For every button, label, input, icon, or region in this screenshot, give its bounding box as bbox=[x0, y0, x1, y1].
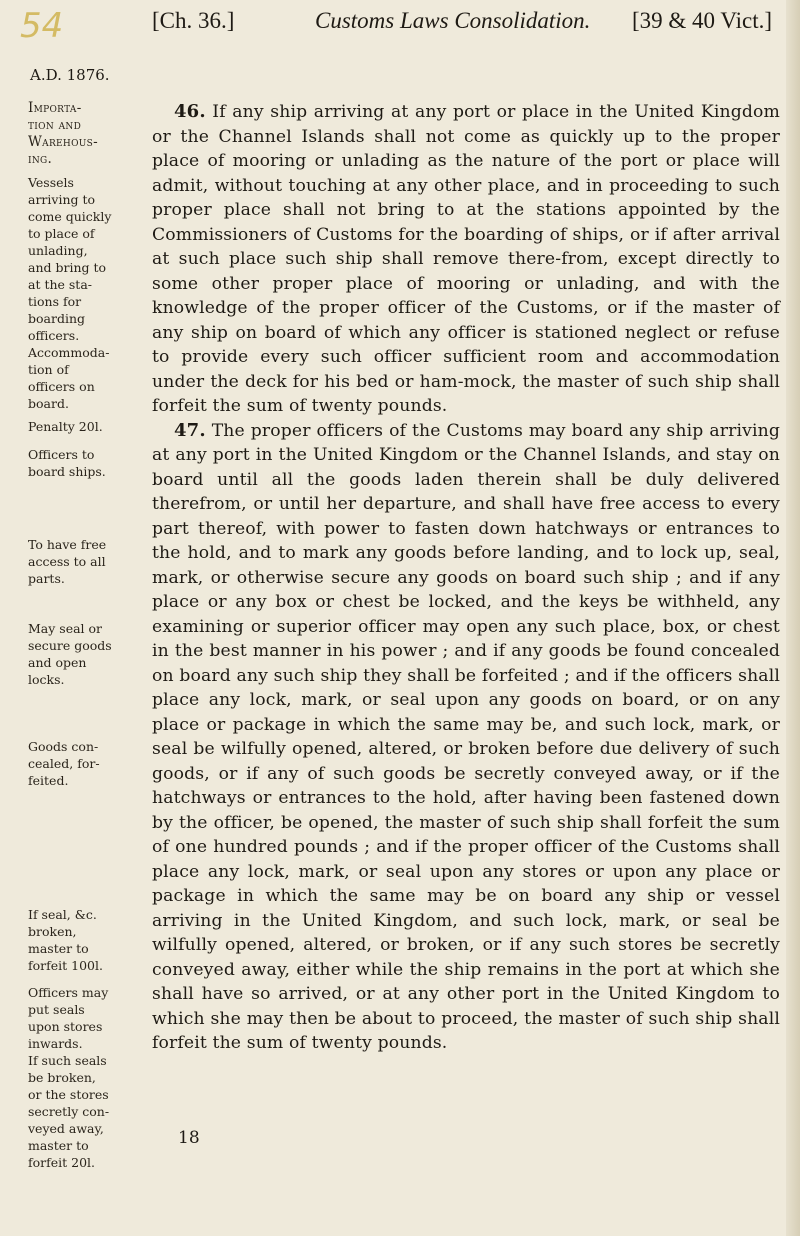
chapter-label: [Ch. 36.] bbox=[152, 8, 235, 33]
margin-note-accommodation: Accommoda- tion of officers on board. bbox=[28, 345, 110, 411]
section-number: 46. bbox=[174, 101, 206, 122]
act-title: Customs Laws Consolidation. bbox=[315, 8, 591, 33]
margin-note-importation: Importa- tion and Warehous- ing. bbox=[28, 100, 98, 167]
margin-note-stores-broken: If such seals be broken, or the stores secretly con- veyed away, master to forfeit 20l. bbox=[28, 1053, 110, 1170]
section-number: 47. bbox=[174, 419, 206, 441]
margin-note-seal-goods: May seal or secure goods and open locks. bbox=[28, 621, 112, 687]
margin-note-officers-board: Officers to board ships. bbox=[28, 447, 106, 479]
running-head bbox=[152, 8, 772, 42]
margin-note-penalty: Penalty 20l. bbox=[28, 419, 103, 434]
regnal-year: [39 & 40 Vict.] bbox=[631, 8, 772, 33]
corner-mark: 54 bbox=[20, 6, 64, 46]
section-text: If any ship arriving at any port or place in the United Kingdom or the Channel Islands shall not come as quickly up to the proper place of mooring or unlading as the nature of the port or place will admit, without touching at any other place, and in proceeding to such proper place shall not bring to at the stations appointed by the Commissioners of Customs for the boarding of ships, or if after arrival at such place such ship shall remove there-from, except directly to some other proper place of mooring or unlading, and with the knowledge of the proper officer of the Customs, or if the master of any ship on board of which any officer is stationed neglect or refuse to provide every such officer sufficient room and accommodation under the deck for his bed or ham-mock, the master of such ship shall forfeit the sum of twenty pounds. bbox=[152, 102, 780, 416]
section-text: The proper officers of the Customs may board any ship arriving at any port in the United Kingdom or the Channel Islands, and stay on board until all the goods laden therein shall be duly delivered therefrom, or until her departure, and shall have free access to every part thereof, with power to fasten down hatchways or entrances to the hold, and to mark any goods before landing, and to lock up, seal, mark, or otherwise secure any goods on board such ship ; and if any place or any box or chest be locked, and the keys be withheld, any examining or superior officer may open any such place, box, or chest in the best manner in his power ; and if any goods be found concealed on board any such ship they shall be forfeited ; and if the officers shall place any lock, mark, or seal upon any goods on board, or on any place or package in which the same may be, and such lock, mark, or seal be wilfully opened, altered, or broken before due delivery of such goods, or if any of such goods be secretly conveyed away, or if the hatchways or entrances to the hold, after having been fastened down by the officer, be opened, the master of such ship shall forfeit the sum of one hundred pounds ; and if the proper officer of the Customs shall place any lock, mark, or seal upon any stores or upon any place or package in which the same may be on board any ship or vessel arriving in the United Kingdom, and such lock, mark, or seal be wilfully opened, altered, or broken, or if any such stores be secretly conveyed away, either while the ship remains in the port at which she shall have so arrived, or at any other port in the United Kingdom to which she may then be about to proceed, the master of such ship shall forfeit the sum of twenty pounds. bbox=[152, 420, 780, 1053]
page-edge bbox=[786, 0, 800, 1236]
margin-note-free-access: To have free access to all parts. bbox=[28, 537, 107, 586]
section-46 bbox=[152, 100, 780, 419]
margin-note-concealed: Goods con- cealed, for- feited. bbox=[28, 739, 100, 788]
page-number: 18 bbox=[178, 1128, 200, 1148]
margin-note-seal-broken: If seal, &c. broken, master to forfeit 100l. bbox=[28, 907, 103, 973]
year-label: A.D. 1876. bbox=[30, 66, 110, 84]
body-text bbox=[152, 100, 780, 1056]
margin-note-vessels: Vessels arriving to come quickly to place of unlading, and bring to at the sta- tions for boarding officers. bbox=[28, 175, 112, 343]
section-47 bbox=[152, 419, 780, 1056]
margin-note-stores-seals: Officers may put seals upon stores inwards. bbox=[28, 985, 109, 1051]
